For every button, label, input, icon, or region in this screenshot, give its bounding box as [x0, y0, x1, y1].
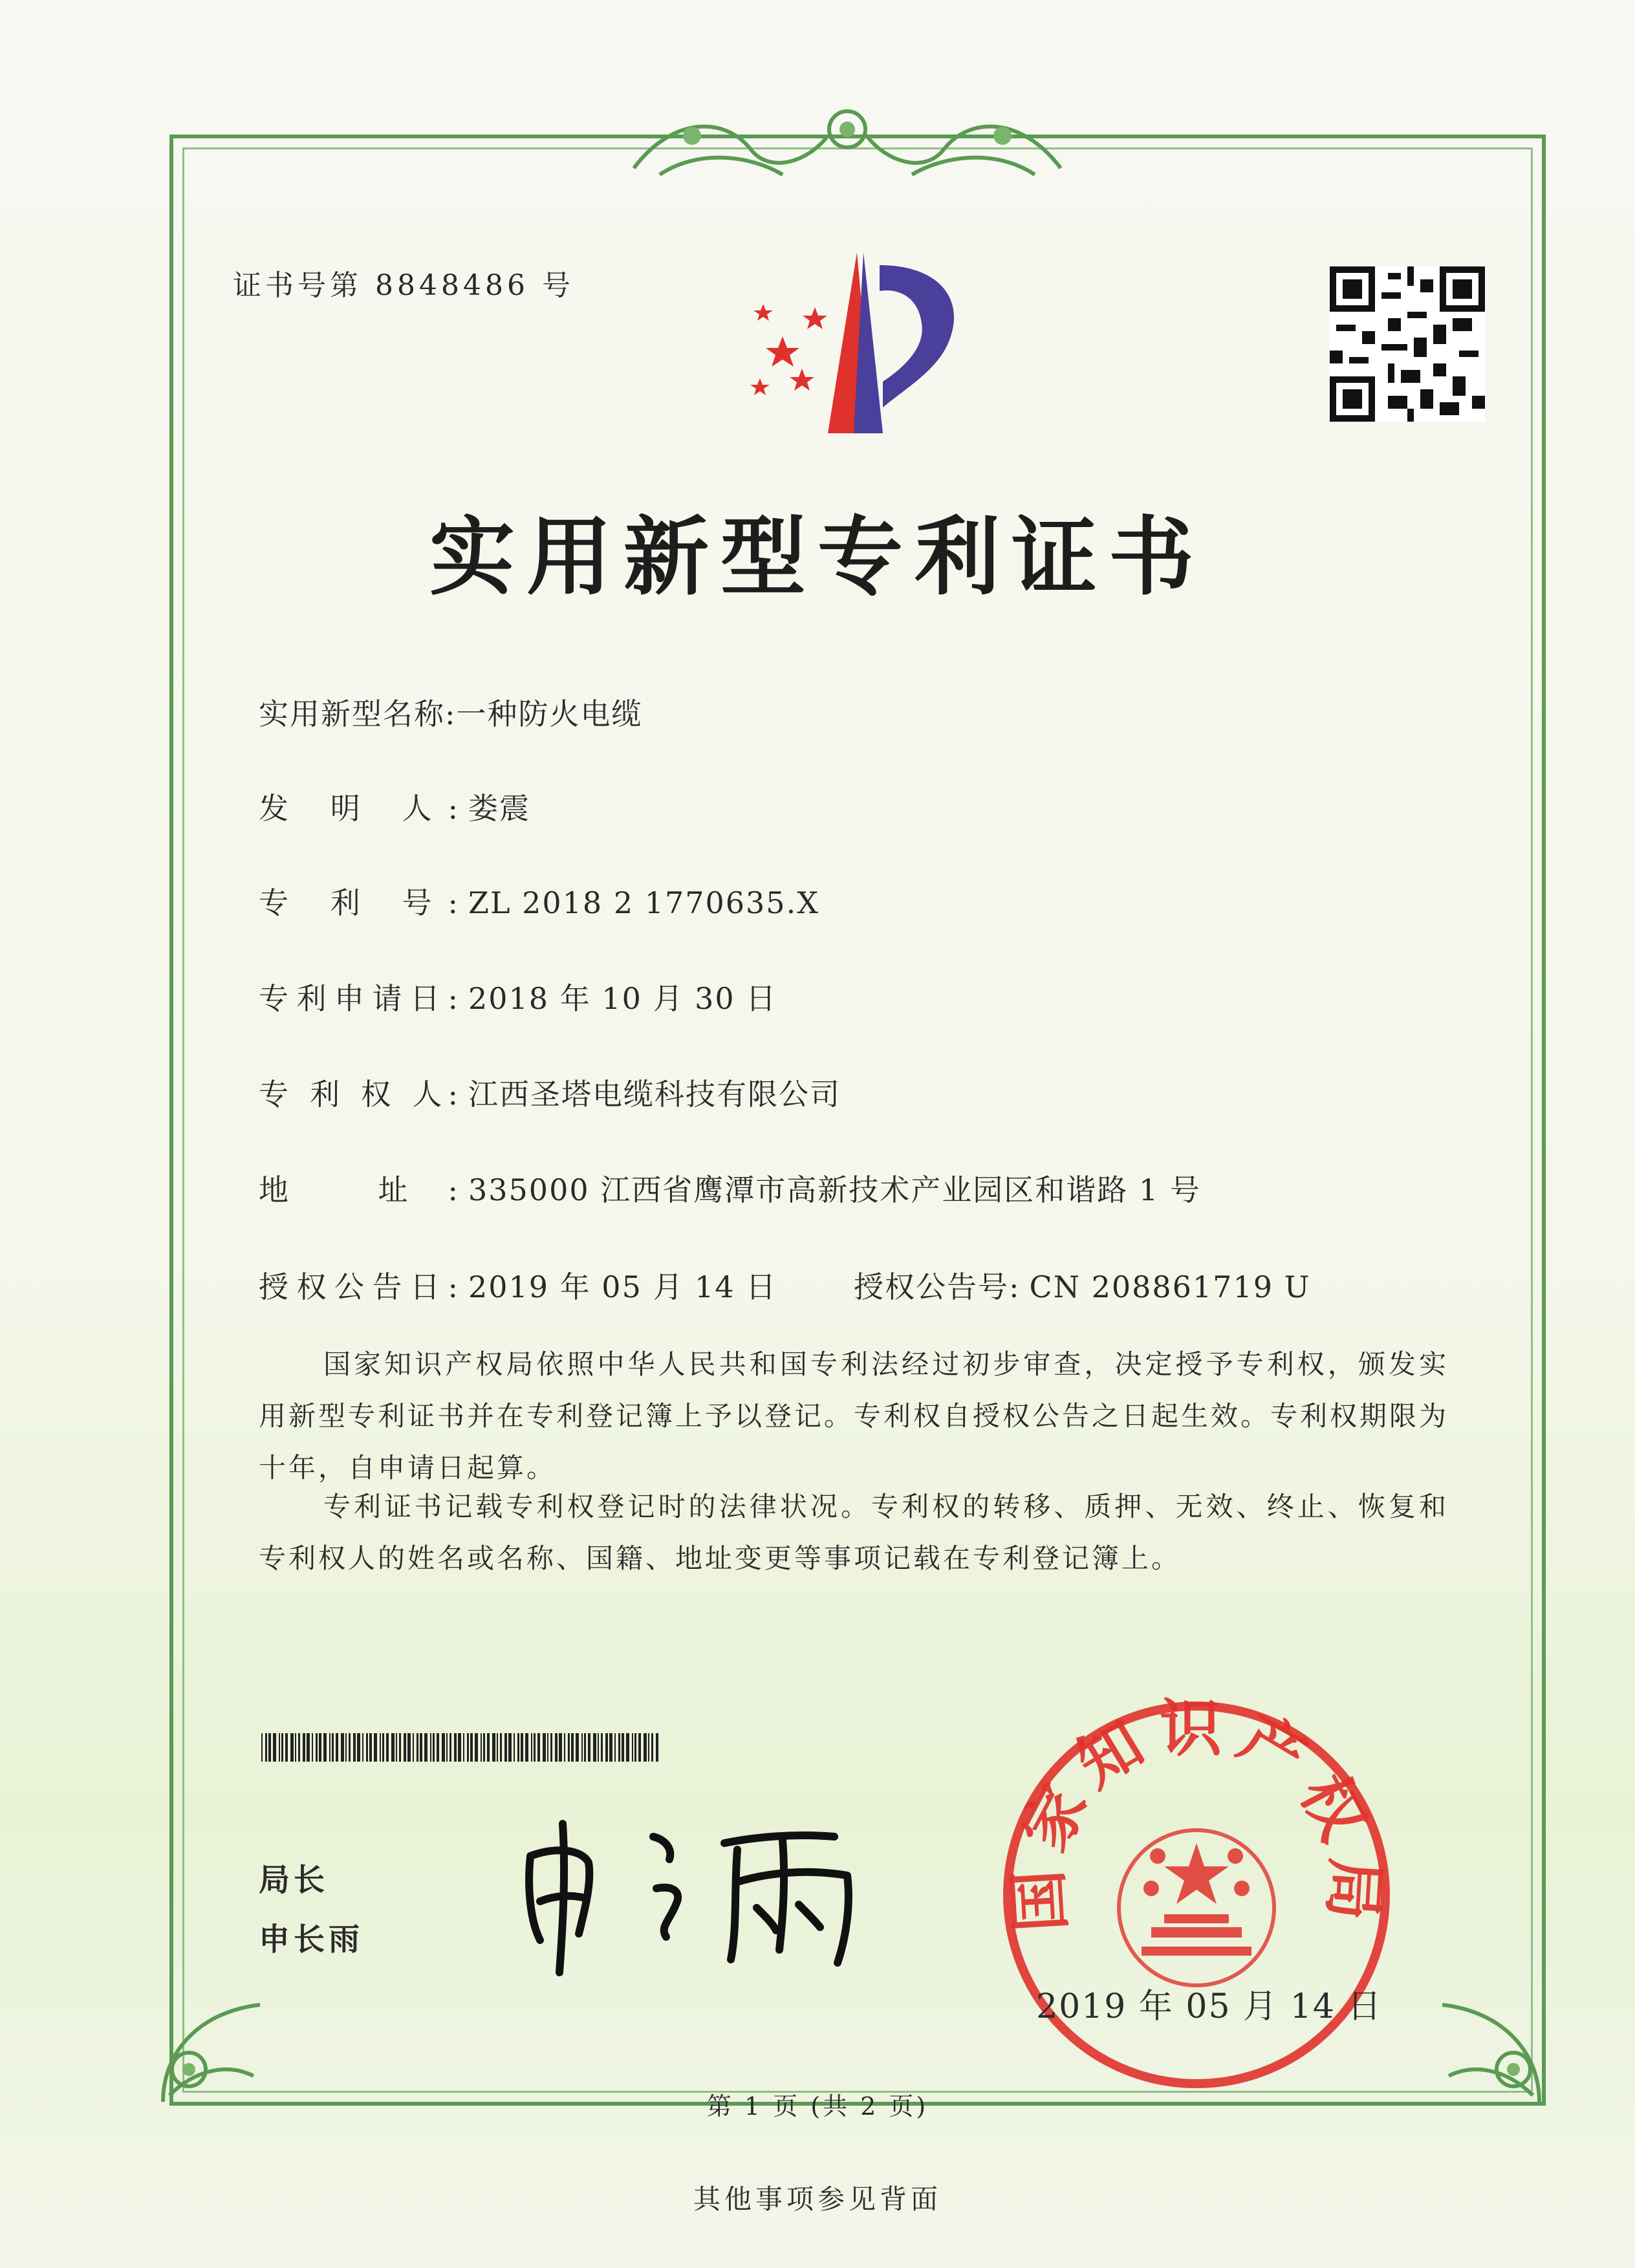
- field-utility-model-name: [259, 691, 643, 733]
- top-ornament-icon: [621, 91, 1074, 194]
- field-label: 专利申请日:: [259, 981, 459, 1016]
- director-title: 局长: [259, 1862, 329, 1898]
- certificate-number-suffix: 号: [541, 269, 574, 302]
- field-patentee: [259, 1071, 841, 1114]
- seal-text: 国家知识产权局: [1001, 1694, 1392, 1934]
- field-value: 一种防火电缆: [456, 697, 643, 731]
- field-label: 地 址:: [259, 1172, 459, 1207]
- field-value: ZL 2018 2 1770635.X: [468, 885, 819, 920]
- qr-code-icon: [1330, 266, 1485, 422]
- field-label: 发 明 人:: [259, 791, 459, 826]
- cnipa-logo-icon: [724, 239, 983, 433]
- footer-note: 其他事项参见背面: [693, 2183, 942, 2215]
- field-label: 授权公告号:: [854, 1269, 1021, 1304]
- field-value: 335000 江西省鹰潭市高新技术产业园区和谐路 1 号: [468, 1172, 1201, 1207]
- director-name: 申长雨: [259, 1921, 364, 1958]
- paragraph-decision: 国家知识产权局依照中华人民共和国专利法经过初步审查，决定授予专利权，颁发实用新型专利证书并在专利登记簿上予以登记。专利权自授权公告之日起生效。专利权期限为十年，自申请日起算。: [259, 1348, 1449, 1484]
- certificate-title: 实用新型专利证书: [429, 507, 1206, 607]
- field-filing-date: [259, 975, 777, 1018]
- field-value: 2019 年 05 月 14 日: [468, 1269, 777, 1304]
- field-value: 娄震: [468, 791, 530, 826]
- official-seal-icon: [996, 1694, 1397, 2095]
- field-patent-number: [259, 880, 819, 922]
- page-number: 第 1 页 (共 2 页): [706, 2092, 929, 2121]
- field-label: 实用新型名称:: [259, 697, 457, 731]
- certificate-number-prefix: 证书号第: [233, 269, 362, 302]
- certificate-number-value: 8848486: [375, 269, 529, 302]
- field-value: CN 208861719 U: [1029, 1269, 1311, 1304]
- barcode-icon: [261, 1733, 660, 1762]
- field-inventor: [259, 785, 530, 828]
- field-value: 2018 年 10 月 30 日: [468, 981, 777, 1016]
- field-label: 授权公告日:: [259, 1269, 459, 1304]
- field-address: [259, 1167, 1201, 1209]
- certificate-number: [233, 262, 574, 303]
- svg-text:国家知识产权局: [1001, 1694, 1392, 1934]
- director-signature-icon: [511, 1811, 873, 1979]
- field-label: 专 利 权 人:: [259, 1077, 459, 1112]
- paragraph-legal-status: 专利证书记载专利权登记时的法律状况。专利权的转移、质押、无效、终止、恢复和专利权人的姓名或名称、国籍、地址变更等事项记载在专利登记簿上。: [259, 1491, 1449, 1574]
- seal-date: 2019 年 05 月 14 日: [1036, 1987, 1383, 2026]
- field-grant-date: [259, 1264, 777, 1306]
- field-label: 专 利 号:: [259, 885, 459, 920]
- field-grant-number: [854, 1264, 1310, 1306]
- field-value: 江西圣塔电缆科技有限公司: [468, 1077, 841, 1112]
